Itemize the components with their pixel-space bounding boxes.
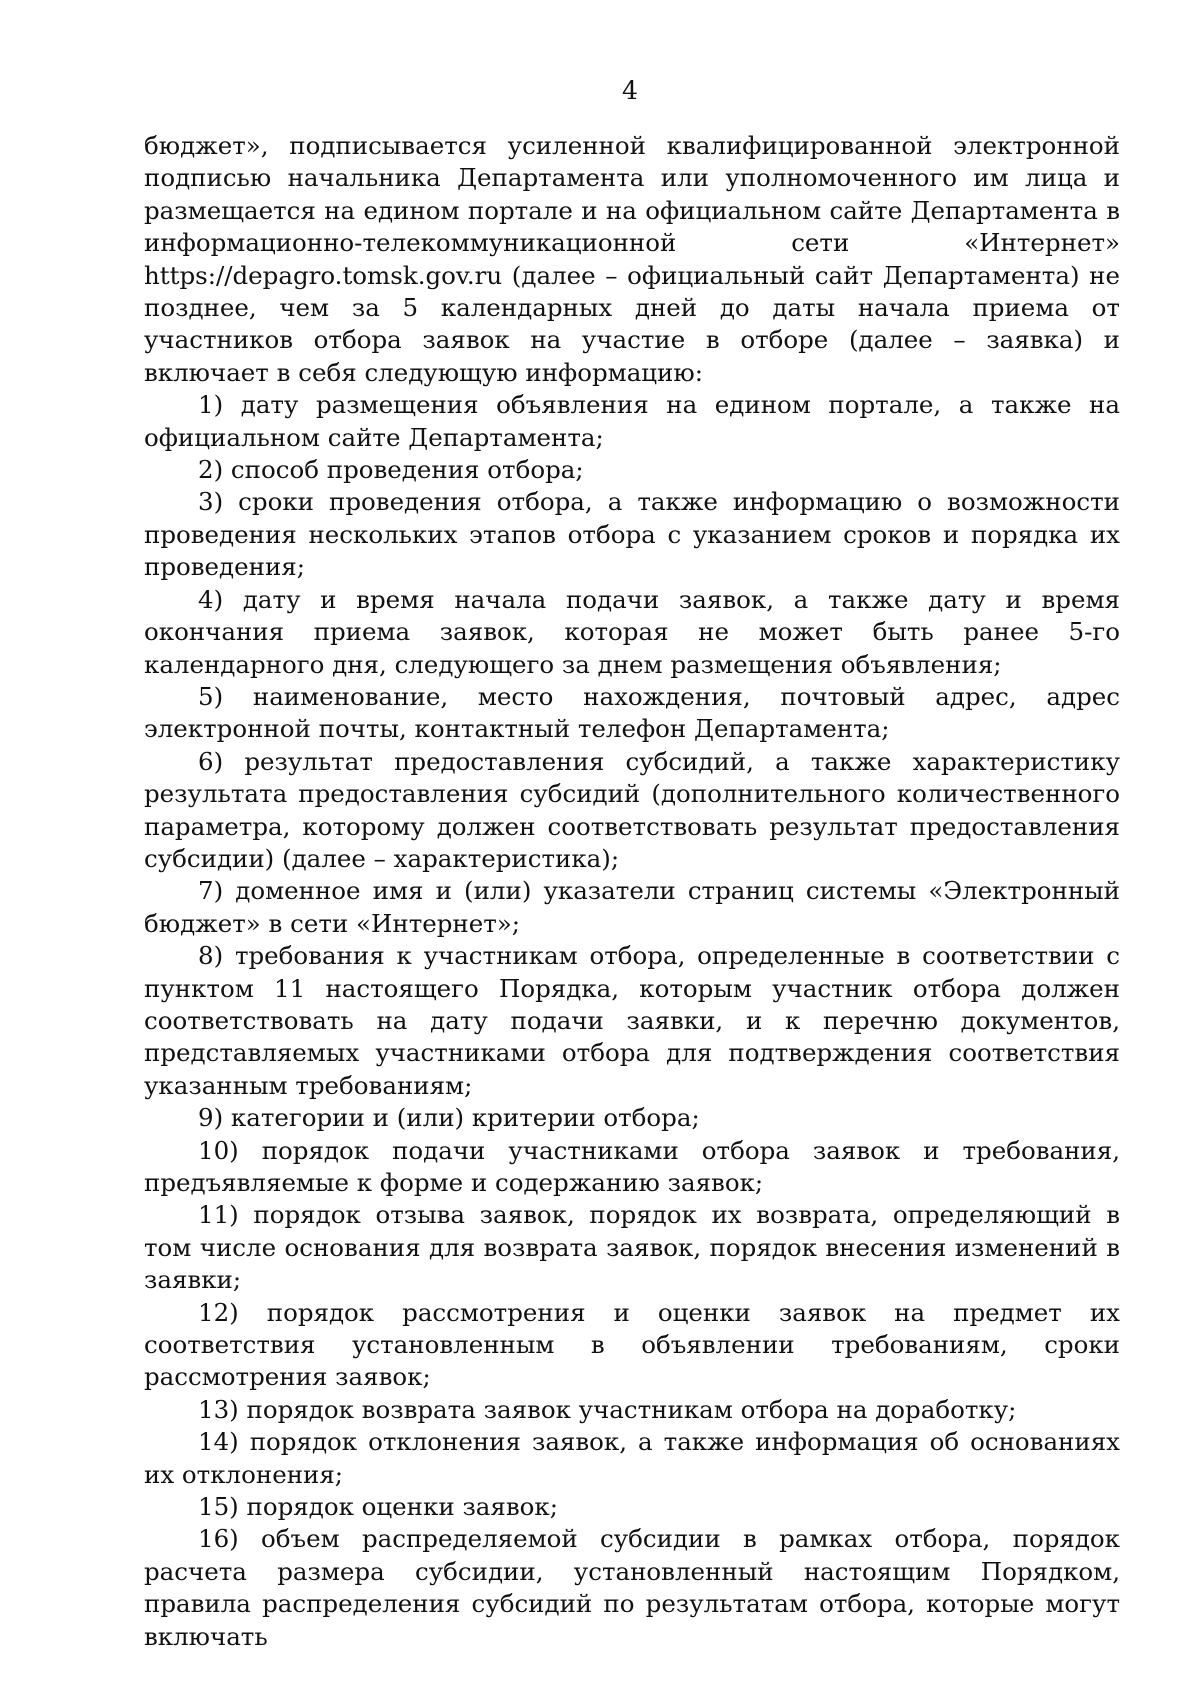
list-item-2: 2) способ проведения отбора; [198, 455, 584, 485]
list-item-5: 5) наименование, место нахождения, почтовый адрес, адрес электронной почты, контактный телефон Департамента; [144, 681, 1120, 744]
list-item-12: 12) порядок рассмотрения и оценки заявок на предмет их соответствия установленным в объявлении требованиям, сроки рассмотрения заявок; [144, 1297, 1120, 1392]
list-item-8: 8) требования к участникам отбора, определенные в соответствии с пунктом 11 настоящего Порядка, которым участник отбора должен соответствовать на дату подачи заявки, и к перечню документов, представляемых участниками отбора для подтверждения соответствия указанным требованиям; [144, 941, 1120, 1100]
list-item-14: 14) порядок отклонения заявок, а также информация об основаниях их отклонения; [144, 1427, 1120, 1489]
list-item-7: 7) доменное имя и (или) указатели страниц системы «Электронный бюджет» в сети «Интернет»; [144, 876, 1120, 938]
list-item-10: 10) порядок подачи участниками отбора заявок и требования, предъявляемые к форме и содержанию заявок; [144, 1135, 1120, 1197]
list-item-13: 13) порядок возврата заявок участникам отбора на доработку; [198, 1394, 1017, 1424]
list-item-3: 3) сроки проведения отбора, а также информацию о возможности проведения нескольких этапов отбора с указанием сроков и порядка их проведения; [144, 487, 1120, 582]
document-body [144, 130, 1120, 1653]
list-item-16: 16) объем распределяемой субсидии в рамках отбора, порядок расчета размера субсидии, установленный настоящим Порядком, правила распределения субсидий по результатам отбора, которые могут включать [144, 1524, 1120, 1651]
list-item-11: 11) порядок отзыва заявок, порядок их возврата, определяющий в том числе основания для возврата заявок, порядок внесения изменений в заявки; [144, 1200, 1120, 1295]
list-item-4: 4) дату и время начала подачи заявок, а также дату и время окончания приема заявок, которая не может быть ранее 5-го календарного дня, следующего за днем размещения объявления; [144, 584, 1120, 679]
list-item-15: 15) порядок оценки заявок; [198, 1492, 558, 1522]
list-item-1: 1) дату размещения объявления на едином портале, а также на официальном сайте Департамента; [144, 390, 1120, 452]
page-number: 4 [622, 76, 638, 105]
list-item-6: 6) результат предоставления субсидий, а также характеристику результата предоставления субсидий (дополнительного количественного параметра, которому должен соответствовать результат предоставления субсидии) (далее – характеристика); [144, 746, 1120, 873]
list-item-9: 9) категории и (или) критерии отбора; [198, 1103, 700, 1133]
paragraph-intro: бюджет», подписывается усиленной квалифицированной электронной подписью начальника Департамента или уполномоченного им лица и размещается на едином портале и на официальном сайте Департамента в информационно-телекоммуникационной сети «Интернет» https://depagro.tomsk.gov.ru (далее – официальный сайт Департамента) не позднее, чем за 5 календарных дней до даты начала приема от участников отбора заявок на участие в отборе (далее – заявка) и включает в себя следующую информацию: [144, 131, 1120, 387]
